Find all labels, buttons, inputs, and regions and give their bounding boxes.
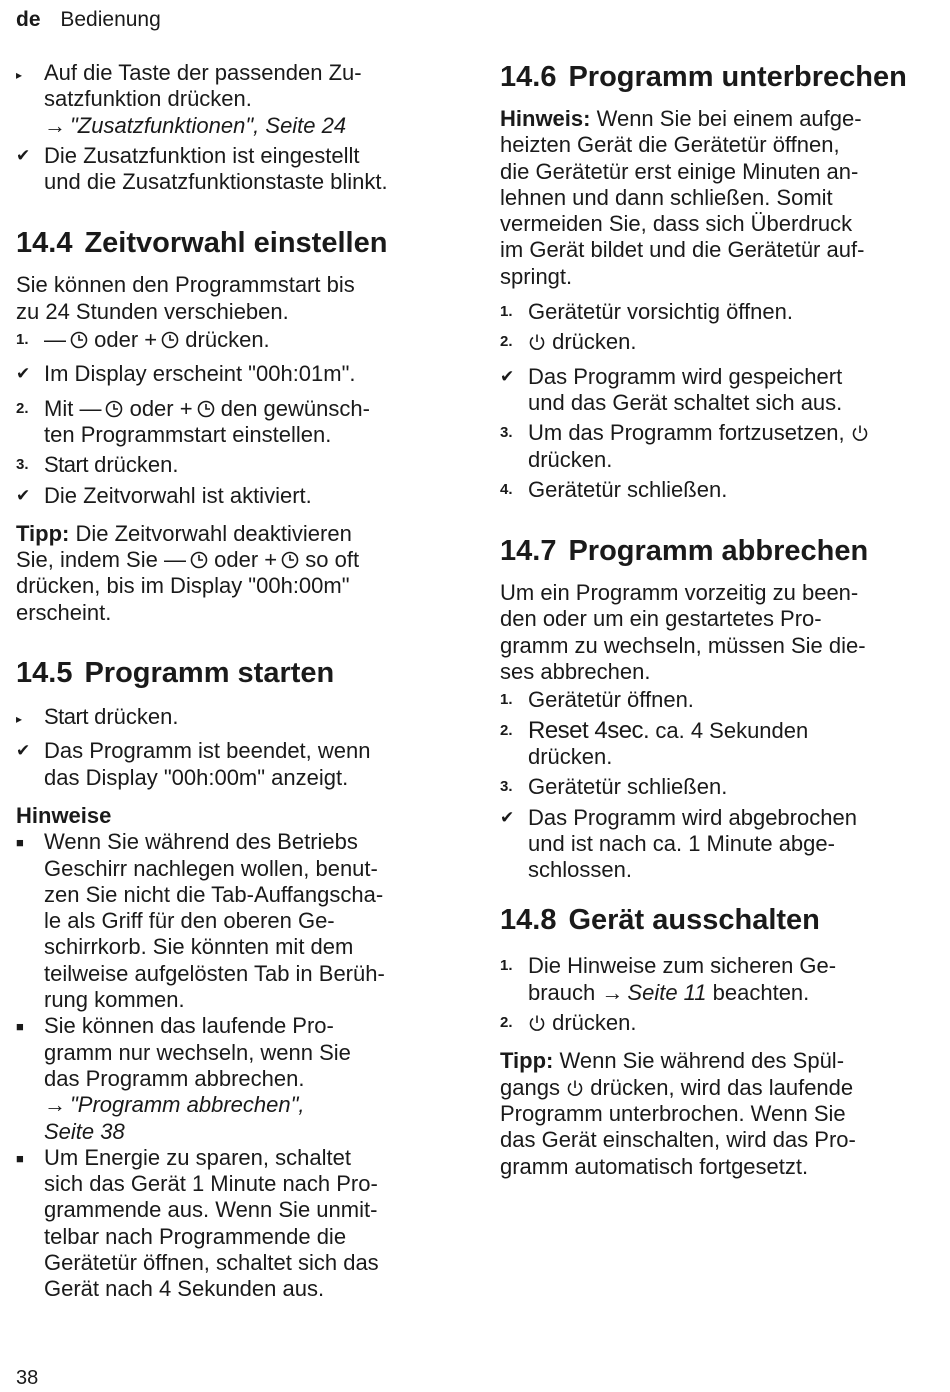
power-icon — [851, 424, 869, 442]
numbered-step: 3. Gerätetür schließen. — [500, 774, 728, 800]
numbered-step: 1. Gerätetür vorsichtig öffnen. — [500, 299, 793, 325]
notes-heading: Hinweise — [16, 802, 112, 828]
numbered-step: 1. — oder + drücken. — [16, 327, 270, 353]
left-column — [16, 60, 456, 1303]
arrow-icon: → — [601, 979, 624, 1005]
numbered-step: 2. drücken. — [500, 329, 637, 355]
result-item: ✔ Die Zeitvorwahl ist aktiviert. — [16, 482, 312, 508]
power-icon — [566, 1079, 584, 1097]
paragraph: Um ein Programm vorzeitig zu been- den oder um ein gestartetes Pro- gramm zu wechseln, müssen Sie die- ses abbrechen. — [500, 580, 866, 685]
note-item: ■ Um Energie zu sparen, schaltet sich das Gerät 1 Minute nach Pro- grammende aus. Wenn Sie unmit- telbar nach Programmende die Gerätetür öffnen, schaltet sich das Gerät nach 4 Sekunden aus. — [16, 1144, 379, 1302]
check-icon: ✔ — [16, 145, 31, 165]
result-item: ✔ Die Zusatzfunktion ist eingestellt und die Zusatzfunktionstaste blinkt. — [16, 142, 388, 195]
key-label: Start — [44, 452, 88, 478]
section-name: Bedienung — [60, 8, 161, 31]
triangle-icon: ▸ — [16, 68, 23, 82]
section-heading: 14.5 Programm starten — [16, 657, 335, 690]
clock-icon — [105, 400, 123, 418]
clock-icon — [197, 400, 215, 418]
arrow-icon: → — [44, 112, 66, 138]
clock-icon — [281, 551, 299, 569]
square-bullet-icon: ■ — [16, 1019, 24, 1035]
power-icon — [528, 333, 546, 351]
minus-icon: — — [163, 547, 186, 573]
square-bullet-icon: ■ — [16, 835, 24, 851]
result-item: ✔ Das Programm wird abgebrochen und ist nach ca. 1 Minute abge- schlossen. — [500, 804, 857, 883]
note-item: ■ Wenn Sie während des Betriebs Geschirr nachlegen wollen, benut- zen Sie nicht die Tab-Auffangscha- le als Griff für den oberen Ge- schirrkorb. Sie könnten mit dem teilweise aufgelösten Tab in Berüh- rung kommen. — [16, 829, 385, 1013]
cross-reference: → "Programm abbrechen", — [44, 1092, 305, 1118]
check-icon: ✔ — [500, 807, 515, 827]
tip-paragraph: Tipp: Die Zeitvorwahl deaktivieren Sie, indem Sie — oder + so oft drücken, bis im Display "00h:00m" erscheint. — [16, 520, 360, 625]
result-item: ✔ Im Display erscheint "00h:01m". — [16, 361, 356, 387]
hint-paragraph: Hinweis: Wenn Sie bei einem aufge- heizten Gerät die Gerätetür öffnen, die Gerätetür erst einige Minuten an- lehnen und dann schließen. Somit vermeiden Sie, dass sich Überdruck im Gerät bildet und die Gerätetür auf- springt. — [500, 106, 865, 289]
check-icon: ✔ — [16, 741, 31, 761]
numbered-step: 2. Mit — oder + den gewünsch- ten Programmstart einstellen. — [16, 395, 370, 447]
triangle-icon: ▸ — [16, 712, 23, 727]
result-item: ✔ Das Programm wird gespeichert und das Gerät schaltet sich aus. — [500, 363, 843, 415]
numbered-step: 4. Gerätetür schließen. — [500, 476, 728, 502]
power-icon — [528, 1014, 546, 1032]
minus-icon: — — [44, 327, 66, 353]
numbered-step: 3. Start drücken. — [16, 452, 179, 478]
right-column — [500, 60, 930, 1180]
instruction-step: ▸ Start drücken. — [16, 704, 456, 730]
section-heading: 14.6 Programm unterbrechen — [500, 61, 907, 93]
cross-reference: → "Zusatzfunktionen", Seite 24 — [44, 112, 347, 138]
paragraph: Sie können den Programmstart bis zu 24 Stunden verschieben. — [16, 272, 355, 324]
numbered-step: 1. Die Hinweise zum sicheren Ge- brauch → Seite 11 beachten. — [500, 953, 837, 1005]
section-heading: 14.4 Zeitvorwahl einstellen — [16, 227, 388, 260]
section-heading: 14.8 Gerät ausschalten — [500, 904, 820, 937]
plus-icon: + — [144, 327, 158, 353]
result-item: ✔ Das Programm ist beendet, wenn das Display "00h:00m" anzeigt. — [16, 738, 371, 790]
note-item: ■ Sie können das laufende Pro- gramm nur wechseln, wenn Sie das Programm abbrechen. → "Programm abbrechen", Seite 38 — [16, 1013, 456, 1144]
plus-icon: + — [264, 547, 278, 573]
key-label: Start — [44, 704, 88, 730]
key-label: Reset 4sec. — [528, 716, 650, 744]
check-icon: ✔ — [500, 366, 515, 386]
page-number: 38 — [16, 1367, 39, 1389]
check-icon: ✔ — [16, 364, 31, 384]
numbered-step: 3. Um das Programm fortzusetzen, drücken. — [500, 420, 930, 473]
language-code: de — [16, 8, 41, 31]
arrow-icon: → — [44, 1092, 66, 1118]
clock-icon — [161, 331, 179, 349]
numbered-step: 2. drücken. — [500, 1010, 637, 1036]
clock-icon — [70, 331, 88, 349]
minus-icon: — — [79, 395, 102, 421]
square-bullet-icon: ■ — [16, 1150, 24, 1166]
numbered-step: 2. Reset 4sec. ca. 4 Sekunden drücken. — [500, 716, 809, 769]
check-icon: ✔ — [16, 485, 31, 505]
numbered-step: 1. Gerätetür öffnen. — [500, 687, 694, 713]
plus-icon: + — [179, 395, 193, 421]
instruction-step: ▸ Auf die Taste der passenden Zu- satzfunktion drücken. → "Zusatzfunktionen", Seite 24 — [16, 60, 456, 139]
clock-icon — [190, 551, 208, 569]
section-heading: 14.7 Programm abbrechen — [500, 535, 869, 568]
page-header — [16, 8, 161, 32]
tip-paragraph: Tipp: Wenn Sie während des Spül- gangs drücken, wird das laufende Programm unterbrochen. Wenn Sie das Gerät einschalten, wird das Pro- gramm automatisch fortgesetzt. — [500, 1048, 856, 1179]
